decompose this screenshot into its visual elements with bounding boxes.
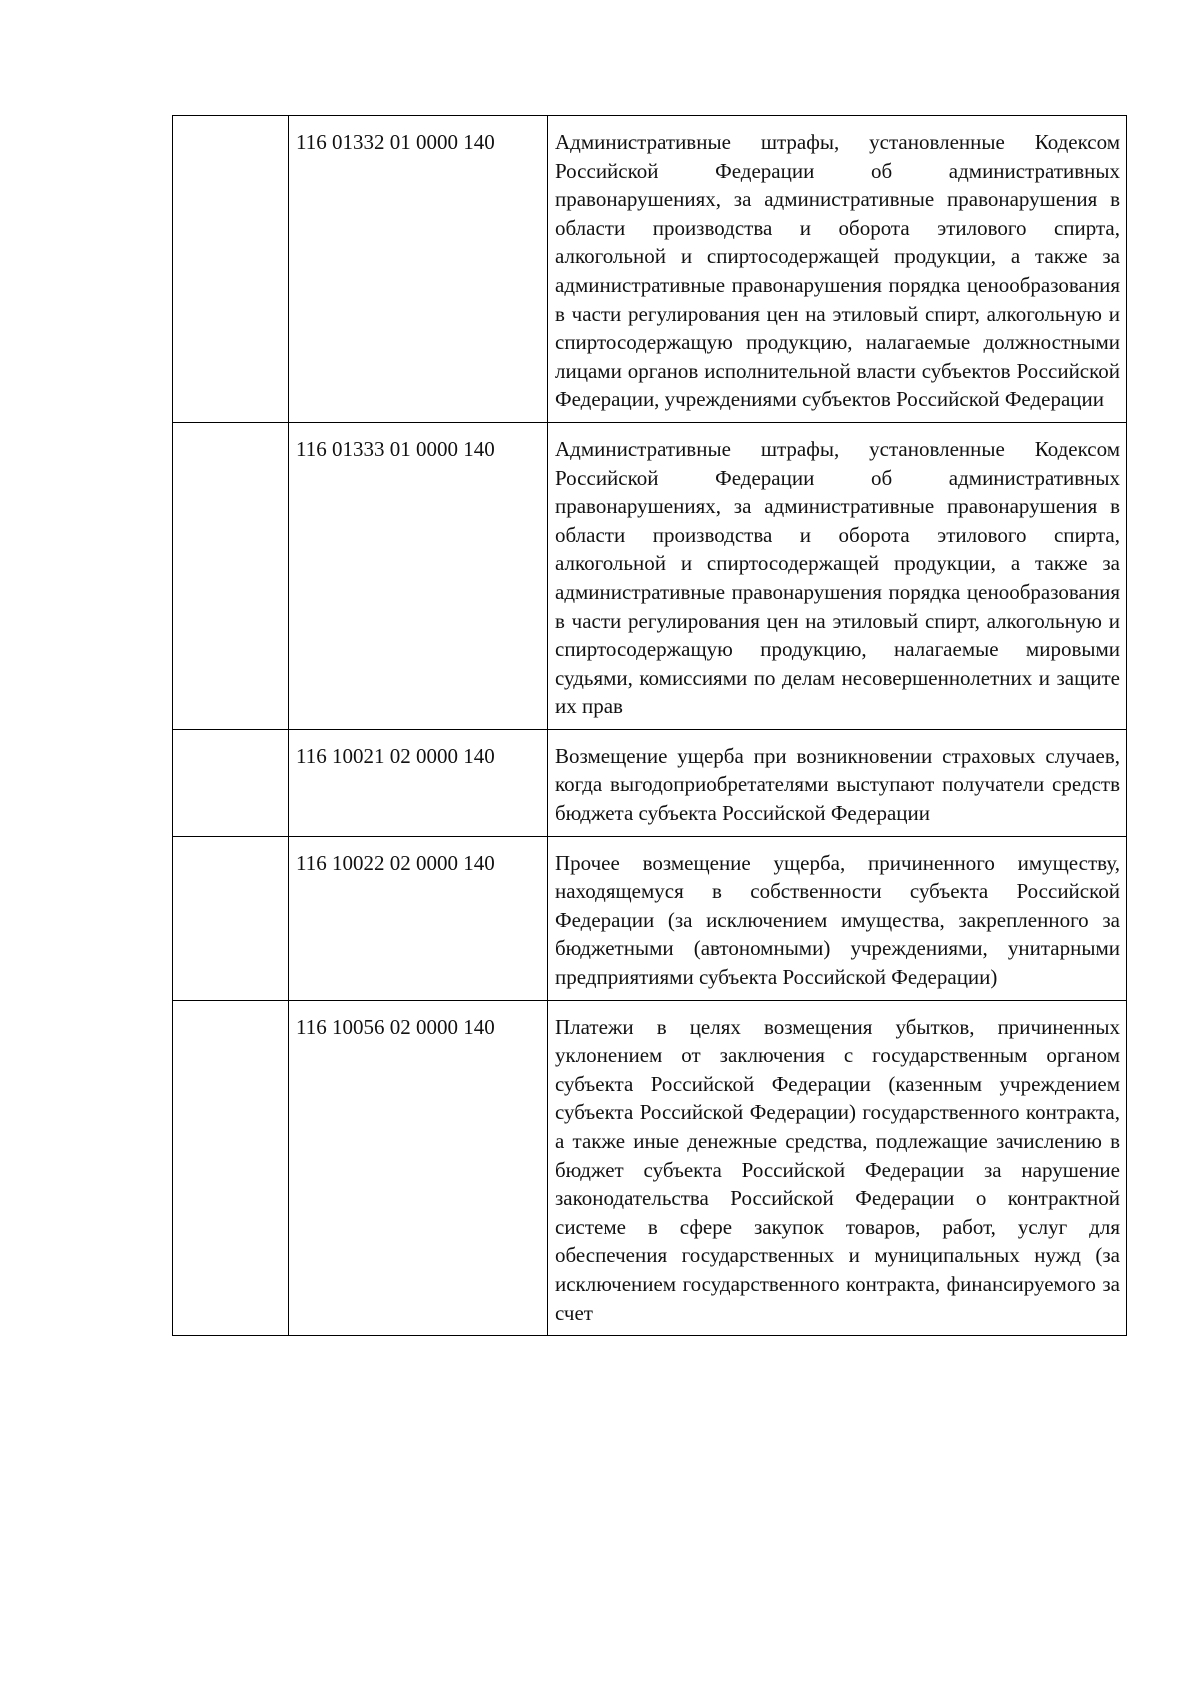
budget-code-cell: 116 10021 02 0000 140 bbox=[289, 729, 548, 836]
description-cell: Возмещение ущерба при возникновении страховых случаев, когда выгодоприобретателями выступают получатели средств бюджета субъекта Российской Федерации bbox=[548, 729, 1127, 836]
row-number-cell bbox=[173, 116, 289, 423]
table-row bbox=[173, 422, 1127, 729]
table-row bbox=[173, 729, 1127, 836]
description-cell: Административные штрафы, установленные Кодексом Российской Федерации об административных правонарушениях, за административные правонарушения в области производства и оборота этилового спирта, алкогольной и спиртосодержащей продукции, а также за административные правонарушения порядка ценообразования в части регулирования цен на этиловый спирт, алкогольную и спиртосодержащую продукцию, налагаемые должностными лицами органов исполнительной власти субъектов Российской Федерации, учреждениями субъектов Российской Федерации bbox=[548, 116, 1127, 423]
table-row bbox=[173, 1000, 1127, 1336]
description-cell: Платежи в целях возмещения убытков, причиненных уклонением от заключения с государственным органом субъекта Российской Федерации (казенным учреждением субъекта Российской Федерации) государственного контракта, а также иные денежные средства, подлежащие зачислению в бюджет субъекта Российской Федерации за нарушение законодательства Российской Федерации о контрактной системе в сфере закупок товаров, работ, услуг для обеспечения государственных и муниципальных нужд (за исключением государственного контракта, финансируемого за счет bbox=[548, 1000, 1127, 1336]
row-number-cell bbox=[173, 836, 289, 1000]
row-number-cell bbox=[173, 1000, 289, 1336]
row-number-cell bbox=[173, 729, 289, 836]
revenue-codes-table bbox=[172, 115, 1127, 1336]
table-row bbox=[173, 116, 1127, 423]
budget-code-cell: 116 10056 02 0000 140 bbox=[289, 1000, 548, 1336]
budget-code-cell: 116 01332 01 0000 140 bbox=[289, 116, 548, 423]
row-number-cell bbox=[173, 422, 289, 729]
budget-code-cell: 116 01333 01 0000 140 bbox=[289, 422, 548, 729]
budget-code-cell: 116 10022 02 0000 140 bbox=[289, 836, 548, 1000]
table-row bbox=[173, 836, 1127, 1000]
description-cell: Административные штрафы, установленные Кодексом Российской Федерации об административных правонарушениях, за административные правонарушения в области производства и оборота этилового спирта, алкогольной и спиртосодержащей продукции, а также за административные правонарушения порядка ценообразования в части регулирования цен на этиловый спирт, алкогольную и спиртосодержащую продукцию, налагаемые мировыми судьями, комиссиями по делам несовершеннолетних и защите их прав bbox=[548, 422, 1127, 729]
description-cell: Прочее возмещение ущерба, причиненного имуществу, находящемуся в собственности субъекта Российской Федерации (за исключением имущества, закрепленного за бюджетными (автономными) учреждениями, унитарными предприятиями субъекта Российской Федерации) bbox=[548, 836, 1127, 1000]
